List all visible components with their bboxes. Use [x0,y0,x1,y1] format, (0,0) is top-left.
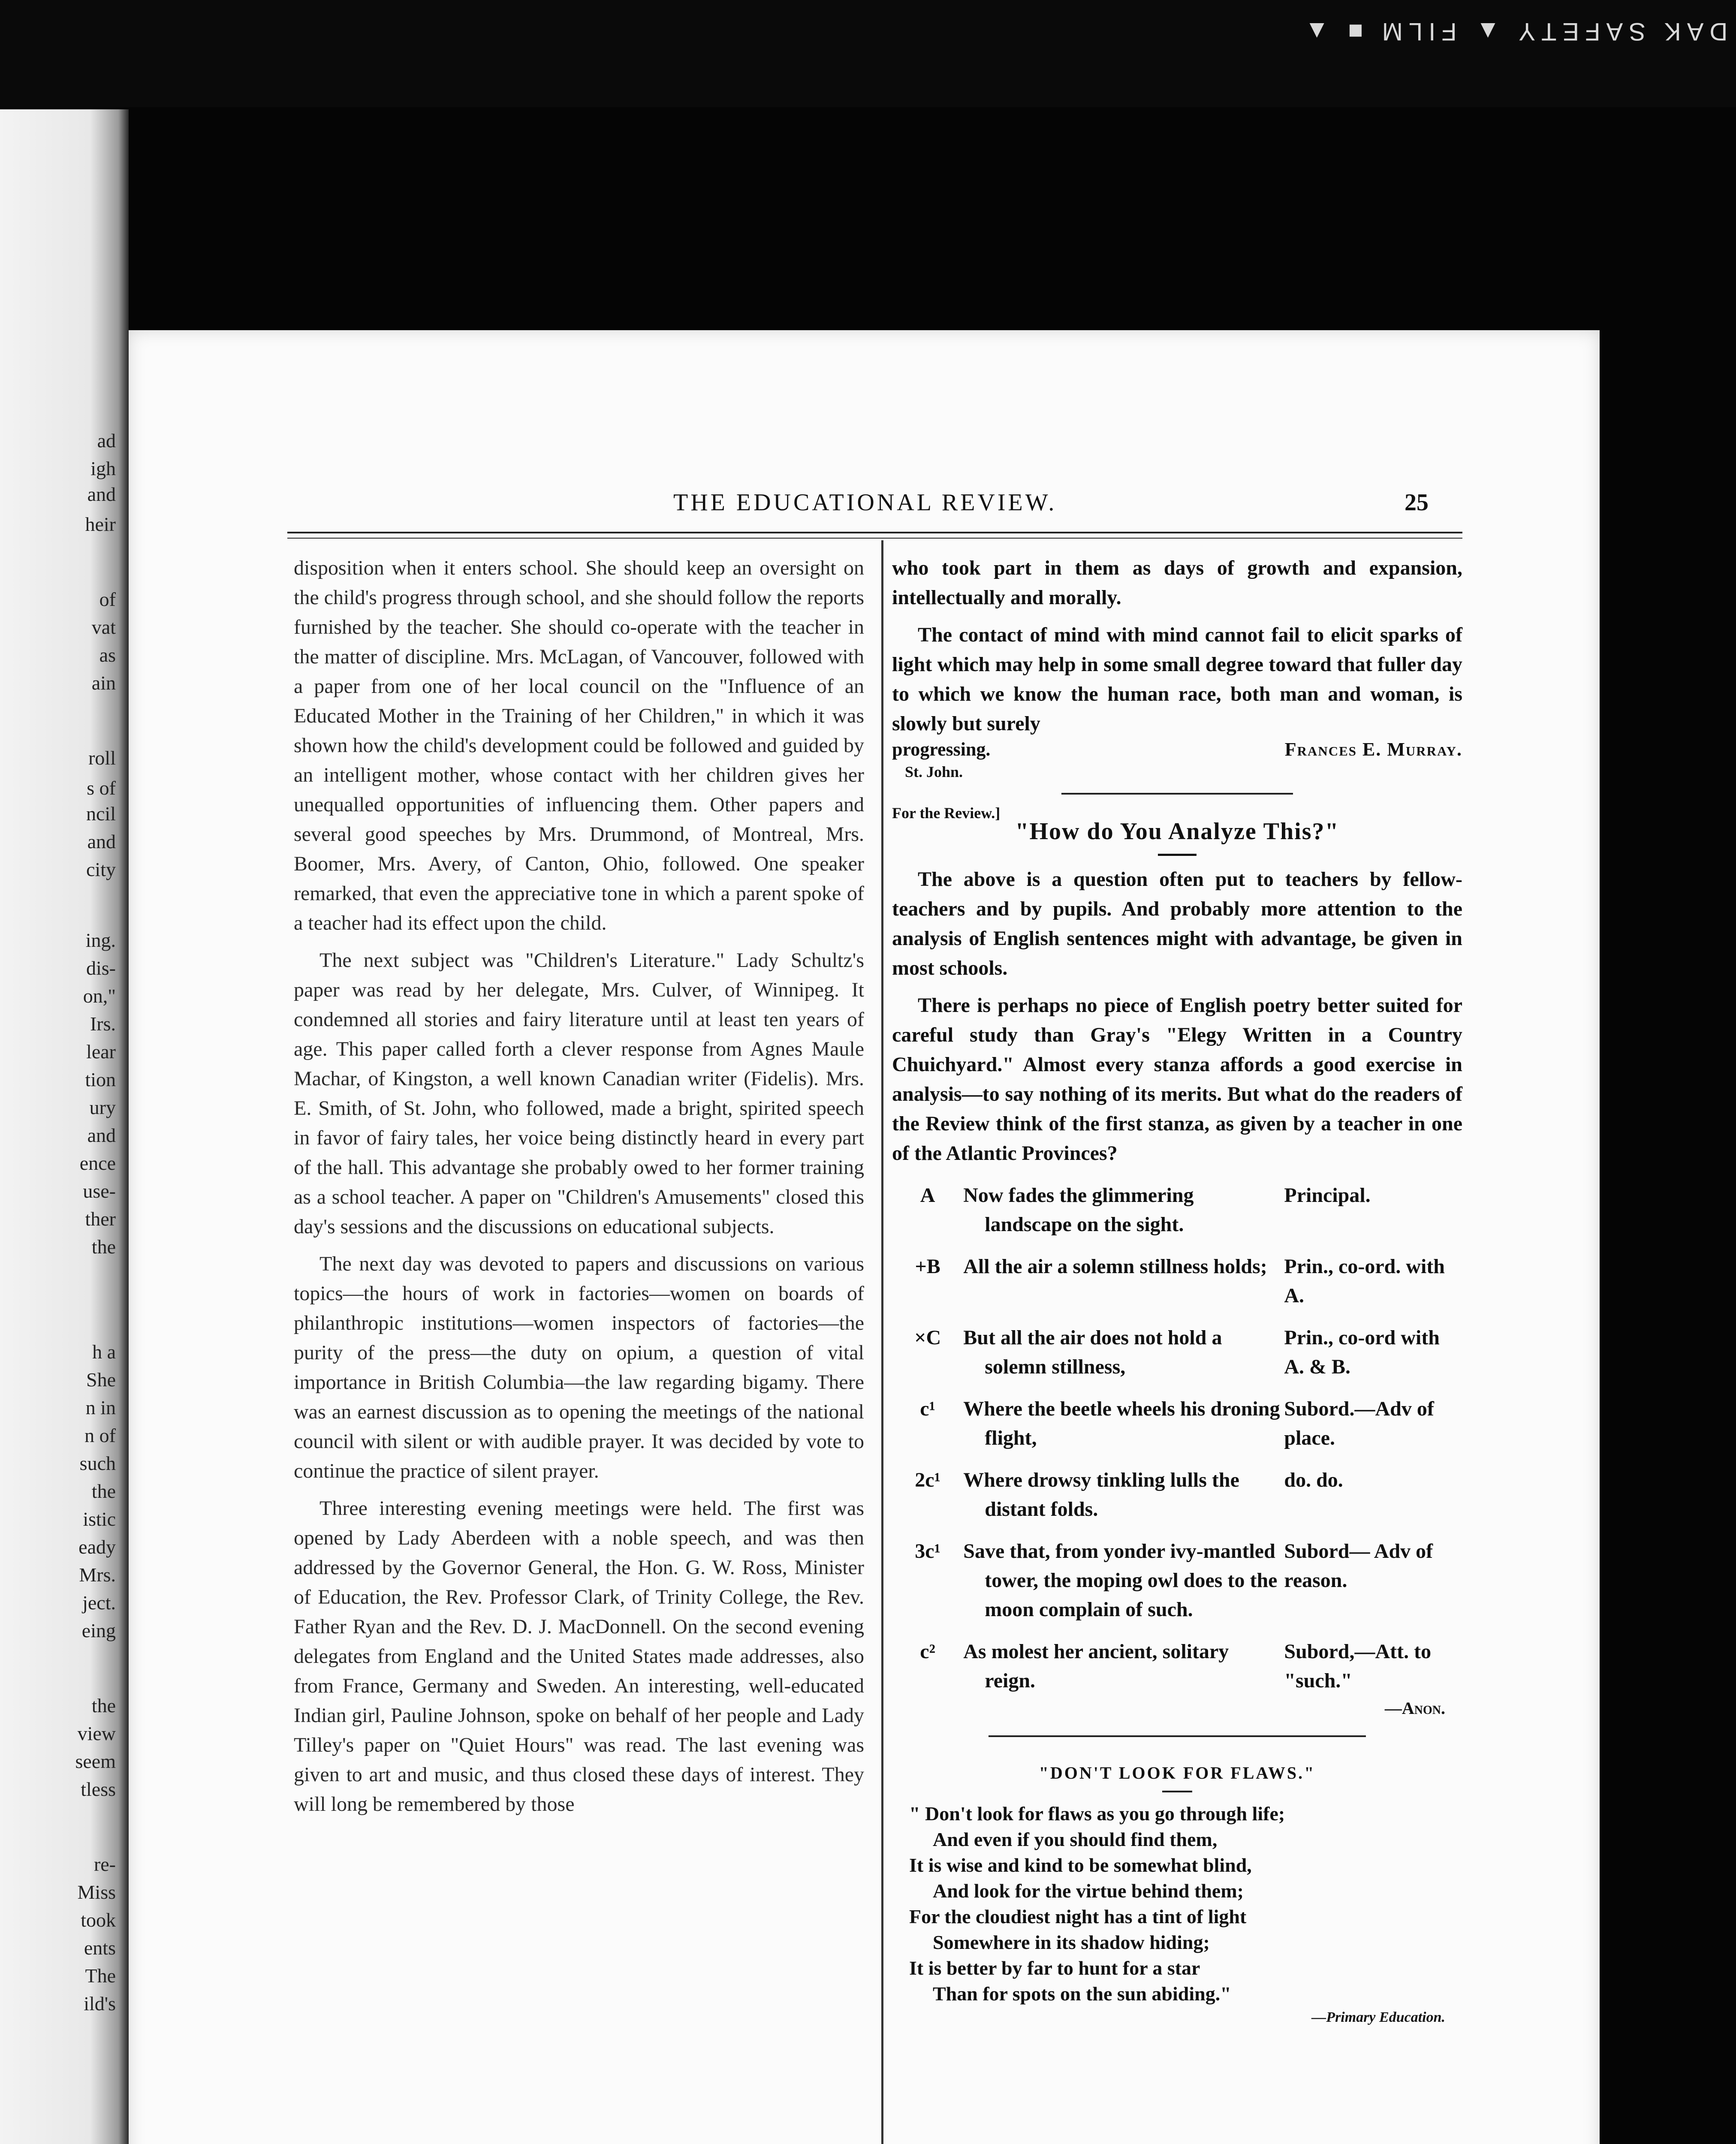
facing-page-fragment: s of [87,777,116,799]
paragraph: The next subject was "Children's Literature." Lady Schultz's paper was read by her delegate, Mrs. Culver, of Winnipeg. It condemned all stories and fairy literature until at least ten years of age. This paper called forth a clever response from Agnes Maule Machar, of Kingston, a well known Canadian writer (Fidelis). Mrs. E. Smith, of St. John, who followed, made a bright, spirited speech in favor of fairy tales, her voice being distinctly heard in every part of the hall. This advantage she probably owed to her former training as a school teacher. A paper on "Children's Amusements" closed this day's sessions and the discussions on educational subjects. [294,949,864,1238]
poem [909,1801,1462,2007]
paragraph: The next day was devoted to papers and discussions on various topics—the hours of work in factories—women on boards of philanthropic institutions—women inspectors of factories—the purity of the press—the duty on opium, a question of vital importance in British Columbia—the law regarding bigamy. There was an earnest discussion as to opening the meetings of the national council with silent or with audible prayer. It was decided by vote to continue the practice of silent prayer. [294,1253,864,1482]
facing-page-fragment: The [85,1965,116,1987]
analysis-row [892,1252,1462,1323]
facing-page [0,109,129,2144]
film-border [0,0,1736,107]
analysis-row [892,1181,1462,1252]
facing-page-fragment: ject. [82,1592,116,1614]
header-rule [287,532,1462,539]
poem-line: And look for the virtue behind them; [933,1880,1244,1902]
facing-page-fragment: ing. [85,929,116,951]
document-page [129,330,1600,2144]
facing-page-fragment: use- [83,1180,116,1202]
clause-text: As molest her ancient, solitary reign. [963,1640,1229,1692]
running-head: THE EDUCATIONAL REVIEW. [673,489,1057,516]
clause-mark: c¹ [920,1397,935,1420]
facing-page-fragment: igh [90,458,116,479]
left-column [294,553,864,1827]
poem-line: Somewhere in its shadow hiding; [933,1931,1210,1953]
analysis-row [892,1537,1462,1637]
analysis-row [892,1394,1462,1466]
clause-text: Now fades the glimmering landscape on the sight. [963,1184,1194,1236]
facing-page-fragment: Irs. [90,1013,116,1035]
facing-page-fragment: ther [85,1208,116,1230]
facing-page-fragment: city [86,858,116,880]
poem-line: Than for spots on the sun abiding." [933,1983,1231,2005]
paragraph: The above is a question often put to teachers by fellow-teachers and by pupils. And probably more attention to the analysis of English sentences might with advantage, be given in most schools. [892,868,1462,979]
film-edge-text: DAK SAFETY ▲ FILM ■ ▲ [1298,18,1727,45]
facing-page-fragment: the [91,1236,116,1258]
facing-page-fragment: istic [83,1508,116,1530]
poem-line: For the cloudiest night has a tint of light [909,1906,1247,1927]
facing-page-fragment: tless [81,1778,116,1800]
facing-page-fragment: ence [79,1152,116,1174]
section-rule [1061,793,1293,795]
credit-line: For the Review.] [892,804,1001,822]
section-rule [989,1735,1366,1737]
last-word: progressing. [892,739,991,760]
analysis-row [892,1323,1462,1394]
analysis-table [892,1181,1462,1708]
facing-page-fragment: seem [75,1750,116,1772]
clause-text: All the air a solemn stillness holds; [963,1255,1267,1278]
clause-mark: 3c¹ [915,1540,940,1563]
clause-role: do. do. [1284,1469,1343,1491]
facing-page-fragment: re- [93,1853,116,1875]
facing-page-fragment: h a [92,1341,116,1363]
facing-page-fragment: ad [97,430,116,452]
paragraph: There is perhaps no piece of English poetry better suited for careful study than Gray's "Elegy Written in a Country Chuichyard." Almost every stanza affords a good exercise in analysis—to say nothing of its merits. But what do the readers of the Review think of the first stanza, as given by a teacher in one of the Atlantic Provinces? [892,994,1462,1165]
page-number: 25 [1404,489,1429,516]
poem-line: It is better by far to hunt for a star [909,1957,1200,1979]
facing-page-fragment: ncil [86,803,116,825]
poem-title: "DON'T LOOK FOR FLAWS." [1039,1763,1316,1783]
clause-role: Subord— Adv of reason. [1284,1540,1433,1592]
facing-page-fragment: Mrs. [79,1564,116,1586]
clause-role: Subord,—Att. to "such." [1284,1640,1432,1692]
facing-page-fragment: heir [85,513,116,535]
facing-page-fragment: tion [85,1069,116,1090]
facing-page-fragment: view [77,1722,116,1744]
facing-page-fragment: n in [85,1397,116,1418]
clause-mark: c² [920,1640,935,1663]
facing-page-fragment: ents [84,1937,116,1959]
facing-page-fragment: such [79,1452,116,1474]
facing-page-fragment: and [87,831,116,852]
facing-page-fragment: roll [88,747,116,769]
section-title: "How do You Analyze This?" [1015,818,1339,845]
clause-text: Where drowsy tinkling lulls the distant folds. [963,1469,1239,1521]
clause-text: Where the beetle wheels his droning flight, [963,1397,1280,1449]
facing-page-fragment: She [86,1369,116,1391]
facing-page-fragment: lear [86,1041,116,1063]
clause-text: But all the air does not hold a solemn stillness, [963,1326,1222,1378]
clause-mark: A [920,1184,935,1207]
author-signature: Frances E. Murray. [1284,739,1462,760]
column-divider [881,540,883,2144]
analysis-attribution: —Anon. [1384,1698,1445,1718]
facing-page-fragment: and [87,483,116,505]
facing-page-fragment: the [91,1480,116,1502]
facing-page-fragment: the [91,1695,116,1716]
clause-mark: +B [915,1255,940,1278]
paragraph: disposition when it enters school. She should keep an oversight on the child's progress through school, and she should follow the reports furnished by the teacher. She should co-operate with the teacher in the matter of discipline. Mrs. McLagan, of Vancouver, followed with a paper from one of her local council on the "Influence of an Educated Mother in the Training of her Children," in which it was shown how the child's development could be followed and guided by an intelligent mother, whose contact with her children gives her unequalled opportunities of influencing them. Other papers and several good speeches by Mrs. Drummond, of Montreal, Mrs. Boomer, Mrs. Avery, of Canton, Ohio, followed. One speaker remarked, that even the appreciative tone in which a parent spoke of a teacher had its effect upon the child. [294,557,864,934]
author-place: St. John. [905,763,963,780]
poem-credit: —Primary Education. [1311,2009,1445,2025]
facing-page-fragment: on," [83,985,116,1007]
clause-text: Save that, from yonder ivy-mantled tower, the moping owl does to the moon complain of such. [963,1540,1278,1621]
facing-page-fragment: eing [81,1620,116,1641]
signature-row [892,738,1462,760]
paragraph: The contact of mind with mind cannot fail to elicit sparks of light which may help in some small degree toward that fuller day to which we know the human race, both man and woman, is slowly but surely [892,623,1462,735]
facing-page-fragment: took [81,1909,116,1931]
facing-page-fragment: and [87,1124,116,1146]
facing-page-fragment: of [99,588,116,610]
facing-page-fragment: Miss [77,1881,116,1903]
clause-role: Prin., co-ord. with A. [1284,1255,1445,1307]
clause-role: Principal. [1284,1184,1371,1207]
facing-page-fragment: eady [78,1536,116,1558]
page-header [129,489,1600,523]
clause-mark: ×C [914,1326,941,1349]
title-underline [1162,1791,1192,1792]
facing-page-fragment: ury [89,1096,116,1118]
facing-page-fragment: ain [91,672,116,694]
poem-line: It is wise and kind to be somewhat blind, [909,1854,1252,1876]
clause-role: Prin., co-ord with A. & B. [1284,1326,1440,1378]
paragraph: Three interesting evening meetings were held. The first was opened by Lady Aberdeen with a noble speech, and was then addressed by the Governor General, the Hon. G. W. Ross, Minister of Education, the Rev. Professor Clark, of Trinity College, the Rev. Father Ryan and the Rev. D. J. MacDonnell. On the second evening delegates from England and the United States made addresses, also from France, Germany and Sweden. An interesting, well-educated Indian girl, Pauline Johnson, spoke on behalf of her people and Lady Tilley's paper on "Quiet Hours" was read. The last evening was given to art and music, and thus closed these days of interest. They will long be remembered by those [294,1497,864,1816]
title-underline [1158,854,1197,856]
analysis-row [892,1466,1462,1537]
poem-line: " Don't look for flaws as you go through life; [909,1803,1285,1825]
facing-page-fragment: n of [84,1424,116,1446]
paragraph: who took part in them as days of growth and expansion, intellectually and morally. [892,557,1462,609]
clause-role: Subord.—Adv of place. [1284,1397,1434,1449]
facing-page-fragment: dis- [86,957,116,979]
facing-page-fragment: as [99,644,116,666]
right-column [892,553,1462,2026]
facing-page-fragment: ild's [84,1993,116,2015]
clause-mark: 2c¹ [915,1469,940,1491]
poem-line: And even if you should find them, [933,1828,1218,1850]
facing-page-fragment: vat [91,616,116,638]
